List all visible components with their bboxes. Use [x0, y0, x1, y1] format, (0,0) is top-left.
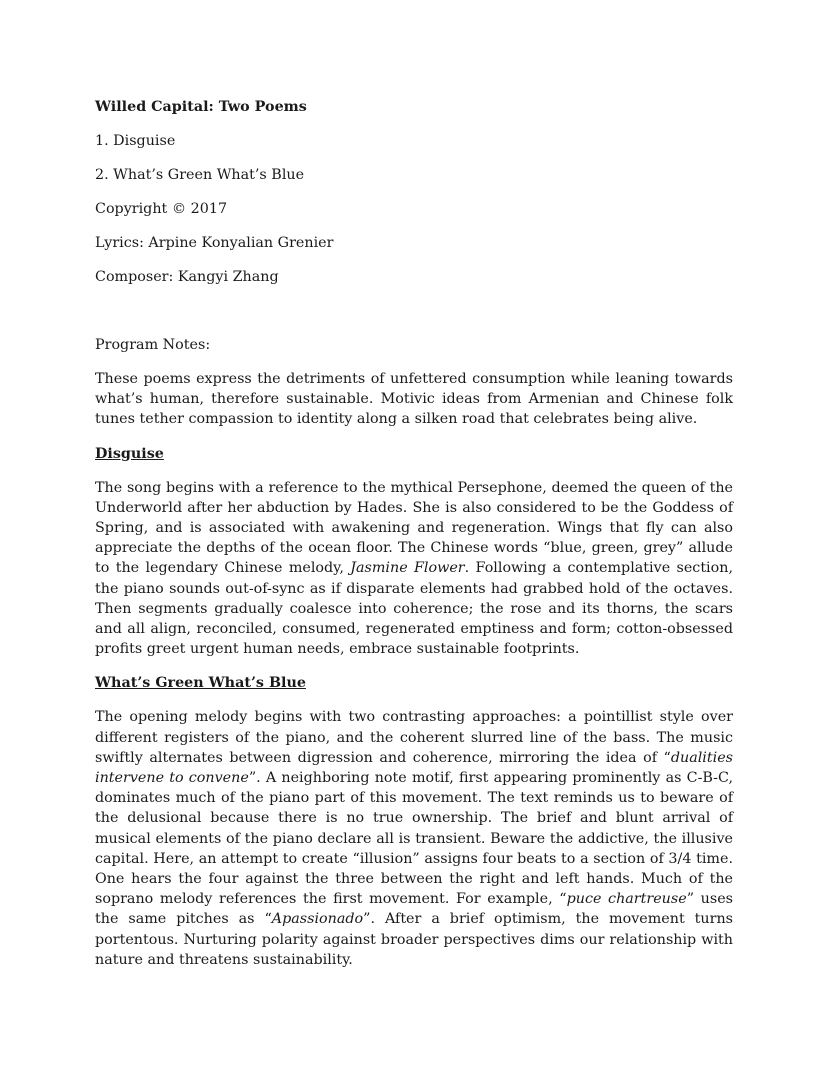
green-blue-text-d: ”. After a brief optimism, the movement turns portentous. Nurturing polarity against broader perspectives dims our relationship with nature and threatens sustainability. — [95, 911, 733, 968]
document-page — [95, 97, 733, 984]
movement-item-2: 2. What’s Green What’s Blue — [95, 167, 305, 183]
disguise-text-1: The song begins with a reference to the mythical Persephone, deemed the queen of the Underworld after her abduction by Hades. She is also considered to be the Goddess of Spring, and is associated with awakening and regeneration. Wings that fly can also appreciate the depths of the ocean floor. The Chinese words “blue, green, grey” allude to the legendary Chinese melody, — [95, 479, 733, 577]
disguise-italic-title: Jasmine Flower — [350, 560, 465, 577]
disguise-text-2: . Following a contemplative section, the piano sounds out-of-sync as if disparate elements had grabbed hold of the octaves. Then segments gradually coalesce into coherence; the rose and its thorns, the scars and all align, reconciled, consumed, regenerated emptiness and form; cotton-obsessed profits greet urgent human needs, embrace sustainable footprints. — [95, 560, 733, 658]
green-blue-italic-c: Apassionado — [271, 911, 364, 928]
green-blue-text-a: The opening melody begins with two contrasting approaches: a pointillist style over different registers of the piano, and the coherent slurred line of the bass. The music swiftly alternates between digression and coherence, mirroring the idea of “ — [95, 709, 733, 766]
green-blue-text-b: ”. A neighboring note motif, first appearing prominently as C-B-C, dominates much of the piano part of this movement. The text reminds us to beware of the delusional because there is no true ownership. The brief and blunt arrival of musical elements of the piano declare all is transient. Beware the addictive, the illusive capital. Here, an attempt to create “illusion” assigns four beats to a section of 3/4 time. One hears the four against the three between the right and left hands. Much of the soprano melody references the first movement. For example, “ — [95, 770, 733, 908]
disguise-paragraph — [95, 478, 733, 660]
lyrics-credit: Lyrics: Arpine Konyalian Grenier — [95, 235, 334, 251]
program-notes-label: Program Notes: — [95, 337, 211, 353]
spacer — [95, 301, 733, 335]
green-blue-text-c: ” uses the same pitches as “ — [95, 891, 733, 928]
green-blue-italic-a: dualities intervene to convene — [95, 749, 733, 787]
composer-credit: Composer: Kangyi Zhang — [95, 269, 279, 285]
intro-paragraph: These poems express the detriments of unfettered consumption while leaning towards what’s human, therefore sustainable. Motivic ideas from Armenian and Chinese folk tunes tether compassion to identity along a silken road that celebrates being alive. — [95, 371, 733, 428]
movement-item-1: 1. Disguise — [95, 133, 176, 149]
document-title: Willed Capital: Two Poems — [95, 99, 307, 115]
section-heading-green-blue: What’s Green What’s Blue — [95, 675, 306, 692]
green-blue-paragraph — [95, 707, 733, 970]
copyright-line: Copyright © 2017 — [95, 201, 228, 217]
green-blue-italic-b: puce chartreuse — [566, 891, 687, 908]
section-heading-disguise: Disguise — [95, 445, 164, 462]
